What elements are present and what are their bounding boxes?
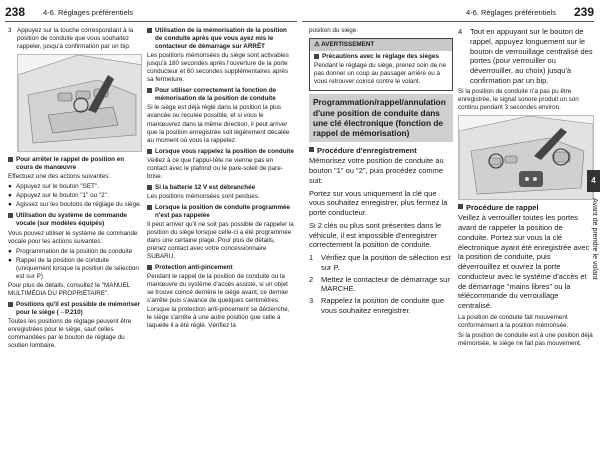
step-3: 3 Appuyez sur la touche correspondant à la position de conduite que vous souhaitez rappeler, jusqu'à confirmation par un bip. <box>8 27 134 51</box>
right-page-header <box>302 4 594 22</box>
step-3: 3 Rappelez la position de conduite que vous souhaitez enregistrer. <box>309 296 445 315</box>
key-and-door-lock-illustration <box>458 115 594 200</box>
text-voice-control: Vous pouvez utiliser le système de commande vocale pour les actions suivantes: <box>8 229 138 245</box>
text-manual-reference: Pour plus de détails, consultez le "MANUEL MULTIMÉDIA DU PROPRIÉTAIRE". <box>8 281 131 297</box>
list-item: ● Programmation de la position de conduite <box>8 247 133 255</box>
door-memory-buttons-illustration <box>17 54 142 152</box>
heading-anti-pinch: Protection anti-pincement <box>147 264 295 272</box>
heading-voice-control: Utilisation du système de commande vocale (sur modèles équipés) <box>8 212 142 228</box>
left-page-number: 238 <box>5 5 26 19</box>
chapter-tab: 4 <box>587 170 600 192</box>
warning-icon: ⚠ <box>314 41 322 49</box>
right-column-2: 4 Tout en appuyant sur le bouton de rappel, appuyez longuement sur le bouton de verrouillage centralisé des portes (pour verrouiller ou déverrouiller, au choix) jusqu'à confirmation par un bip. Si la position de conduite n'a pas pu être enregistrée, le signal sonore produit un son continu pendant 3 secondes environ. Procédure de rappel Veillez à verrouiller toutes les portes avant de rappeler la position de conduite. Portez sur vous la clé électronique ayant été enregistrée avec la position de conduite, puis déverrouillez et ouvrez la porte conducteur avec le système d'accès et de démarrage "mains libres" ou la télécommande du verrouillage centralisé. La position de conduite fait mouvement conformément à la position mémorisée. Si la position de conduite est à une position déjà mémorisée, le siège ne fait pas mouvement. <box>458 27 593 348</box>
right-column-1: position du siège. ⚠ AVERTISSEMENT Précautions avec le réglage des sièges Pendant le réglage du siège, prenez soin de ne pas donner un coup au passager arrière ou à vous retrouver coincé contre le volant. Programmation/rappel/annulation d'une position de conduite dans une clé électronique (fonction de rappel de mémorisation) Procédure d'enregistrement Mémorisez votre position de conduite au bouton "1" ou "2", puis procédez comme suit: Portez sur vous uniquement la clé que vous souhaitez enregistrer, plus fermez la porte conducteur. Si 2 clés ou plus sont présentes dans le véhicule, il est impossible d'enregistrer correctement la position de conduite. 1 Vérifiez que la position de sélection est sur P. 2 Mettez le contacteur de démarrage sur MARCHE. 3 Rappelez la position de conduite que vous souhaitez enregistrer. <box>309 27 453 318</box>
heading-stop-recall: Pour arrêter le rappel de position en cours de manœuvre <box>8 156 142 172</box>
left-section-title: 4-6. Réglages préférentiels <box>43 8 134 17</box>
step-1: 1 Vérifiez que la position de sélection est sur P. <box>309 253 451 272</box>
left-column-2: Utilisation de la mémorisation de la position de conduite après que vous ayez mis le contacteur de démarrage sur ARRÊT Les positions mémorisées du siège sont activables jusqu'à 180 secondes après l'ouverture de la porte conducteur et 60 secondes supplémentaires après sa fermeture. Pour utiliser correctement la fonction de mémorisation de la position de conduite Si le siège est déjà réglé dans la position la plus avancée ou reculée possible, et si vous le manœuvrez dans la même direction, il peut arriver que la position enregistrée soit légèrement décalée au moment où vous la rappelez. Lorsque vous rappelez la position de conduite Veillez à ce que l'appui-tête ne vienne pas en contact avec le plafond ou le pare-soleil de pare-brise. Si la batterie 12 V est débranchée Les positions mémorisées sont perdues. Lorsque la position de conduite programmée n'est pas rappelée Il peut arriver qu'il ne soit pas possible de rappeler la position du siège lorsque celle-ci a été programmée dans une certaine plage. Pour plus de détails, prenez contact avec votre concessionnaire SUBARU. Protection anti-pincement Pendant le rappel de la position de conduite ou la manœuvre du système d'accès assisté, si un objet se trouve coincé derrière le siège avant, ce dernier s'arrête puis s'avance de quelques centimètres. Lorsque la protection anti-pincement se déclenche, le siège s'arrête à une autre position que celle à laquelle il a été réglé. Vérifiez la <box>147 27 294 329</box>
left-column-1 <box>8 27 142 352</box>
heading-registration-procedure: Procédure d'enregistrement <box>309 146 453 156</box>
warning-title: ⚠ AVERTISSEMENT <box>310 39 452 51</box>
left-page-header <box>5 4 297 22</box>
heading-correct-use: Pour utiliser correctement la fonction de mémorisation de la position de conduite <box>147 87 295 103</box>
heading-memorizable-positions: Positions qu'il est possible de mémoriser pour le siège (→P.210) <box>8 301 142 317</box>
text-stop-recall: Effectuez une des actions suivantes: <box>8 173 111 181</box>
heading-battery-disconnected: Si la batterie 12 V est débranchée <box>147 184 295 192</box>
right-page <box>300 0 600 450</box>
text-memorizable-positions: Toutes les positions de réglage peuvent être enregistrées pour le siège, sauf celles commandées par le bouton de réglage du soutien lombaire. <box>8 317 132 350</box>
right-section-title: 4-6. Réglages préférentiels <box>465 8 556 17</box>
step-2: 2 Mettez le contacteur de démarrage sur MARCHE. <box>309 274 450 294</box>
list-item: ● Rappel de la position de conduite (uniquement lorsque la position de sélection est sur P) <box>8 256 139 280</box>
heading-memory-after-off: Utilisation de la mémorisation de la position de conduite après que vous ayez mis le contacteur de démarrage sur ARRÊT <box>147 27 295 51</box>
right-page-number: 239 <box>573 5 594 19</box>
step-4: 4 Tout en appuyant sur le bouton de rappel, appuyez longuement sur le bouton de verrouillage centralisé des portes (pour verrouiller ou déverrouiller, au choix) jusqu'à confirmation par un bip. <box>458 27 593 85</box>
heading-recall-position: Lorsque vous rappelez la position de conduite <box>147 148 295 156</box>
list-item: ● Appuyez sur le bouton "1" ou "2". <box>8 192 109 200</box>
chapter-title: Avant de prendre le volant <box>591 198 598 280</box>
heading-not-recalled: Lorsque la position de conduite programmée n'est pas rappelée <box>147 204 295 220</box>
heading-recall-procedure: Procédure de rappel <box>458 203 594 213</box>
warning-box: ⚠ AVERTISSEMENT Précautions avec le réglage des sièges Pendant le réglage du siège, prenez soin de ne pas donner un coup au passager arrière ou à vous retrouver coincé contre le volant. <box>309 38 453 91</box>
section-title-key-memory: Programmation/rappel/annulation d'une position de conduite dans une clé électronique (fonction de rappel de mémorisation) <box>309 94 453 141</box>
list-item: ● Appuyez sur le bouton "SET". <box>8 183 99 191</box>
list-item: ● Agissez sur les boutons de réglage du siège. <box>8 201 142 209</box>
